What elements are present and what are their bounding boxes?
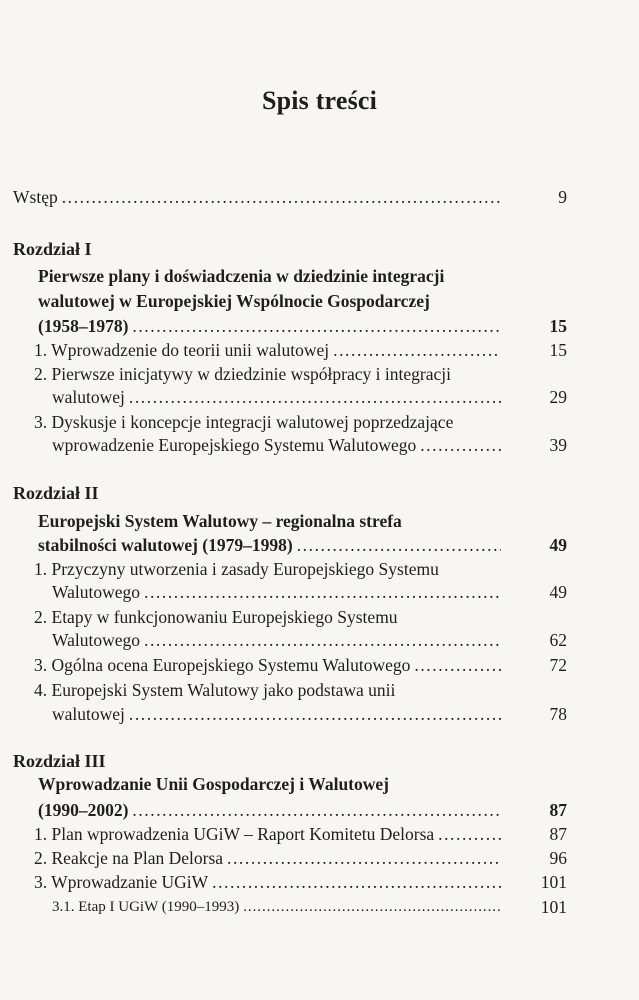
chapter-heading: Rozdział II — [13, 483, 99, 503]
leader-dots — [414, 653, 501, 677]
section-title-line: Wprowadzanie Unii Gospodarczej i Walutowej — [38, 774, 389, 794]
leader-dots — [129, 702, 501, 726]
toc-page-number: 49 — [549, 535, 567, 555]
toc-item-label: walutowej — [52, 387, 125, 407]
toc-item — [34, 338, 505, 362]
toc-page-number: 39 — [549, 435, 567, 455]
toc-item-line: 1. Przyczyny utworzenia i zasady Europejskiego Systemu — [34, 559, 439, 579]
leader-dots — [62, 185, 501, 209]
leader-dots — [132, 314, 501, 338]
toc-item-line: 4. Europejski System Walutowy jako podstawa unii — [34, 680, 396, 700]
leader-dots — [438, 822, 501, 846]
leader-dots — [227, 846, 501, 870]
leader-dots — [132, 798, 501, 822]
section-title-entry — [38, 798, 505, 822]
toc-page-number: 101 — [540, 897, 567, 917]
leader-dots — [129, 385, 501, 409]
toc-item-label: 3.1. Etap I UGiW (1990–1993) — [52, 899, 240, 915]
toc-item — [52, 433, 505, 457]
toc-page-number: 101 — [540, 872, 567, 892]
toc-page-number: 78 — [549, 704, 567, 724]
toc-page-number: 9 — [558, 187, 567, 207]
leader-dots — [297, 533, 501, 557]
chapter-heading: Rozdział III — [13, 751, 106, 771]
toc-page-number: 49 — [549, 582, 567, 602]
toc-item-label: wprowadzenie Europejskiego Systemu Walutowego — [52, 435, 417, 455]
leader-dots — [333, 338, 501, 362]
page-title: Spis treści — [261, 86, 378, 115]
toc-page-number: 15 — [549, 340, 567, 360]
toc-item — [52, 385, 505, 409]
section-title-last-line: (1958–1978) — [38, 316, 129, 336]
leader-dots — [243, 895, 501, 919]
toc-page-number: 72 — [549, 655, 567, 675]
toc-item-label: 3. Wprowadzanie UGiW — [34, 872, 209, 892]
section-title-last-line: stabilności walutowej (1979–1998) — [38, 535, 293, 555]
toc-page-number: 62 — [549, 630, 567, 650]
section-title-entry — [38, 533, 505, 557]
toc-item-label: 1. Plan wprowadzenia UGiW – Raport Komitetu Delorsa — [34, 824, 435, 844]
section-title-line: Pierwsze plany i doświadczenia w dziedzinie integracji — [38, 266, 445, 286]
toc-page-number: 15 — [549, 316, 567, 336]
leader-dots — [144, 580, 501, 604]
toc-item — [52, 702, 505, 726]
toc-page-number: 87 — [549, 800, 567, 820]
leader-dots — [144, 628, 501, 652]
toc-page-number: 87 — [549, 824, 567, 844]
toc-item — [34, 870, 505, 894]
toc-item-label: 1. Wprowadzenie do teorii unii walutowej — [34, 340, 330, 360]
leader-dots — [420, 433, 501, 457]
toc-page-number: 29 — [549, 387, 567, 407]
toc-entry-intro — [13, 185, 505, 209]
toc-item-label: Walutowego — [52, 630, 141, 650]
section-title-last-line: (1990–2002) — [38, 800, 129, 820]
toc-entry-label: Wstęp — [13, 187, 58, 207]
chapter-heading: Rozdział I — [13, 239, 92, 259]
toc-item — [34, 822, 505, 846]
section-title-line: walutowej w Europejskiej Wspólnocie Gospodarczej — [38, 291, 430, 311]
leader-dots — [212, 870, 501, 894]
toc-item-label: Walutowego — [52, 582, 141, 602]
toc-item-label: walutowej — [52, 704, 125, 724]
toc-item — [52, 628, 505, 652]
toc-item — [52, 580, 505, 604]
toc-subitem — [52, 895, 505, 919]
toc-item-label: 2. Reakcje na Plan Delorsa — [34, 848, 224, 868]
section-title-line: Europejski System Walutowy – regionalna strefa — [38, 511, 402, 531]
toc-item — [34, 653, 505, 677]
toc-item-label: 3. Ogólna ocena Europejskiego Systemu Walutowego — [34, 655, 411, 675]
section-title-entry — [38, 314, 505, 338]
toc-item-line: 2. Etapy w funkcjonowaniu Europejskiego Systemu — [34, 607, 398, 627]
toc-item — [34, 846, 505, 870]
toc-item-line: 3. Dyskusje i koncepcje integracji walutowej poprzedzające — [34, 412, 454, 432]
toc-page-number: 96 — [549, 848, 567, 868]
toc-item-line: 2. Pierwsze inicjatywy w dziedzinie współpracy i integracji — [34, 364, 451, 384]
